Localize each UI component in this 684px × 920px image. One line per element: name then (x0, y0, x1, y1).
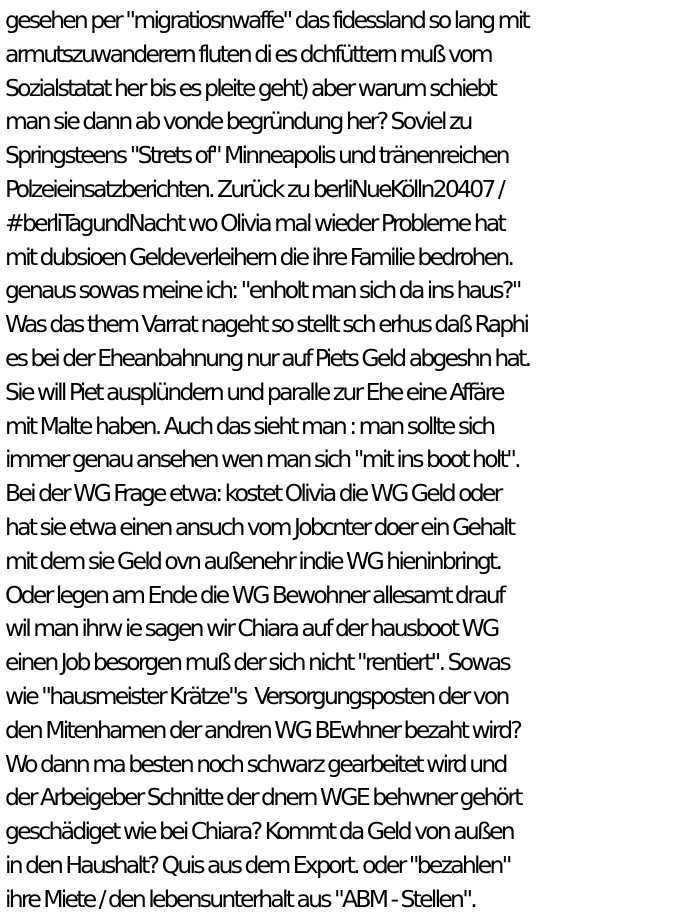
text-line-21: wie "hausmeister Krätze"s Versorgungsposten der von (5, 681, 508, 710)
text-line-26: in den Haushalt? Quis aus dem Export. oder "bezahlen" (5, 850, 510, 879)
text-line-25: geschädiget wie bei Chiara? Kommt da Geld von außen (5, 817, 513, 846)
text-line-6: Polzeieinsatzberichten. Zurück zu berliNueKölln20407 / (5, 174, 504, 203)
text-line-13: mit Malte haben. Auch das sieht man : man sollte sich (5, 411, 494, 440)
text-line-9: genaus sowas meine ich: "enholt man sich da ins haus?" (5, 276, 520, 305)
text-line-27: ihre Miete / den lebensunterhalt aus "ABM - Stellen". (5, 884, 475, 913)
text-line-4: man sie dann ab vonde begründung her? Soviel zu (5, 107, 471, 136)
text-line-8: mit dubsioen Geldeverleihern die ihre Familie bedrohen. (5, 242, 513, 271)
text-line-22: den Mitenhamen der andren WG BEwhner bezaht wird? (5, 715, 521, 744)
text-line-7: #berliTagundNacht wo Olivia mal wieder Probleme hat (5, 208, 504, 237)
body-text (5, 4, 683, 917)
text-line-11: es bei der Eheanbahnung nur auf Piets Geld abgeshn hat. (5, 343, 530, 372)
text-line-2: armutszuwanderern fluten di es dchfüttern muß vom (5, 39, 491, 68)
text-line-10: Was das them Varrat nageht so stellt sch erhus daß Raphi (5, 310, 528, 339)
text-line-17: mit dem sie Geld ovn außenehr indie WG hieninbringt. (5, 546, 501, 575)
text-line-3: Sozialstatat her bis es pleite geht) aber warum schiebt (5, 73, 496, 102)
text-line-16: hat sie etwa einen ansuch vom Jobcnter doer ein Gehalt (5, 512, 514, 541)
text-line-23: Wo dann ma besten noch schwarz gearbeitet wird und (5, 749, 506, 778)
text-line-14: immer genau ansehen wen man sich "mit ins boot holt". (5, 445, 519, 474)
text-line-1: gesehen per "migratiosnwaffe" das fidessland so lang mit (5, 6, 529, 34)
text-line-18: Oder legen am Ende die WG Bewohner allesamt drauf (5, 580, 504, 609)
text-line-20: einen Job besorgen muß der sich nicht "rentiert". Sowas (5, 648, 509, 677)
text-line-5: Springsteens "Strets of" Minneapolis und tränenreichen (5, 141, 508, 170)
text-line-12: Sie will Piet ausplündern und paralle zur Ehe eine Affäre (5, 377, 503, 406)
text-line-15: Bei der WG Frage etwa: kostet Olivia die WG Geld oder (5, 479, 501, 508)
text-line-24: der Arbeigeber Schnitte der dnern WGE behwner gehört (5, 783, 521, 812)
text-line-19: wil man ihrw ie sagen wir Chiara auf der hausboot WG (5, 614, 498, 643)
